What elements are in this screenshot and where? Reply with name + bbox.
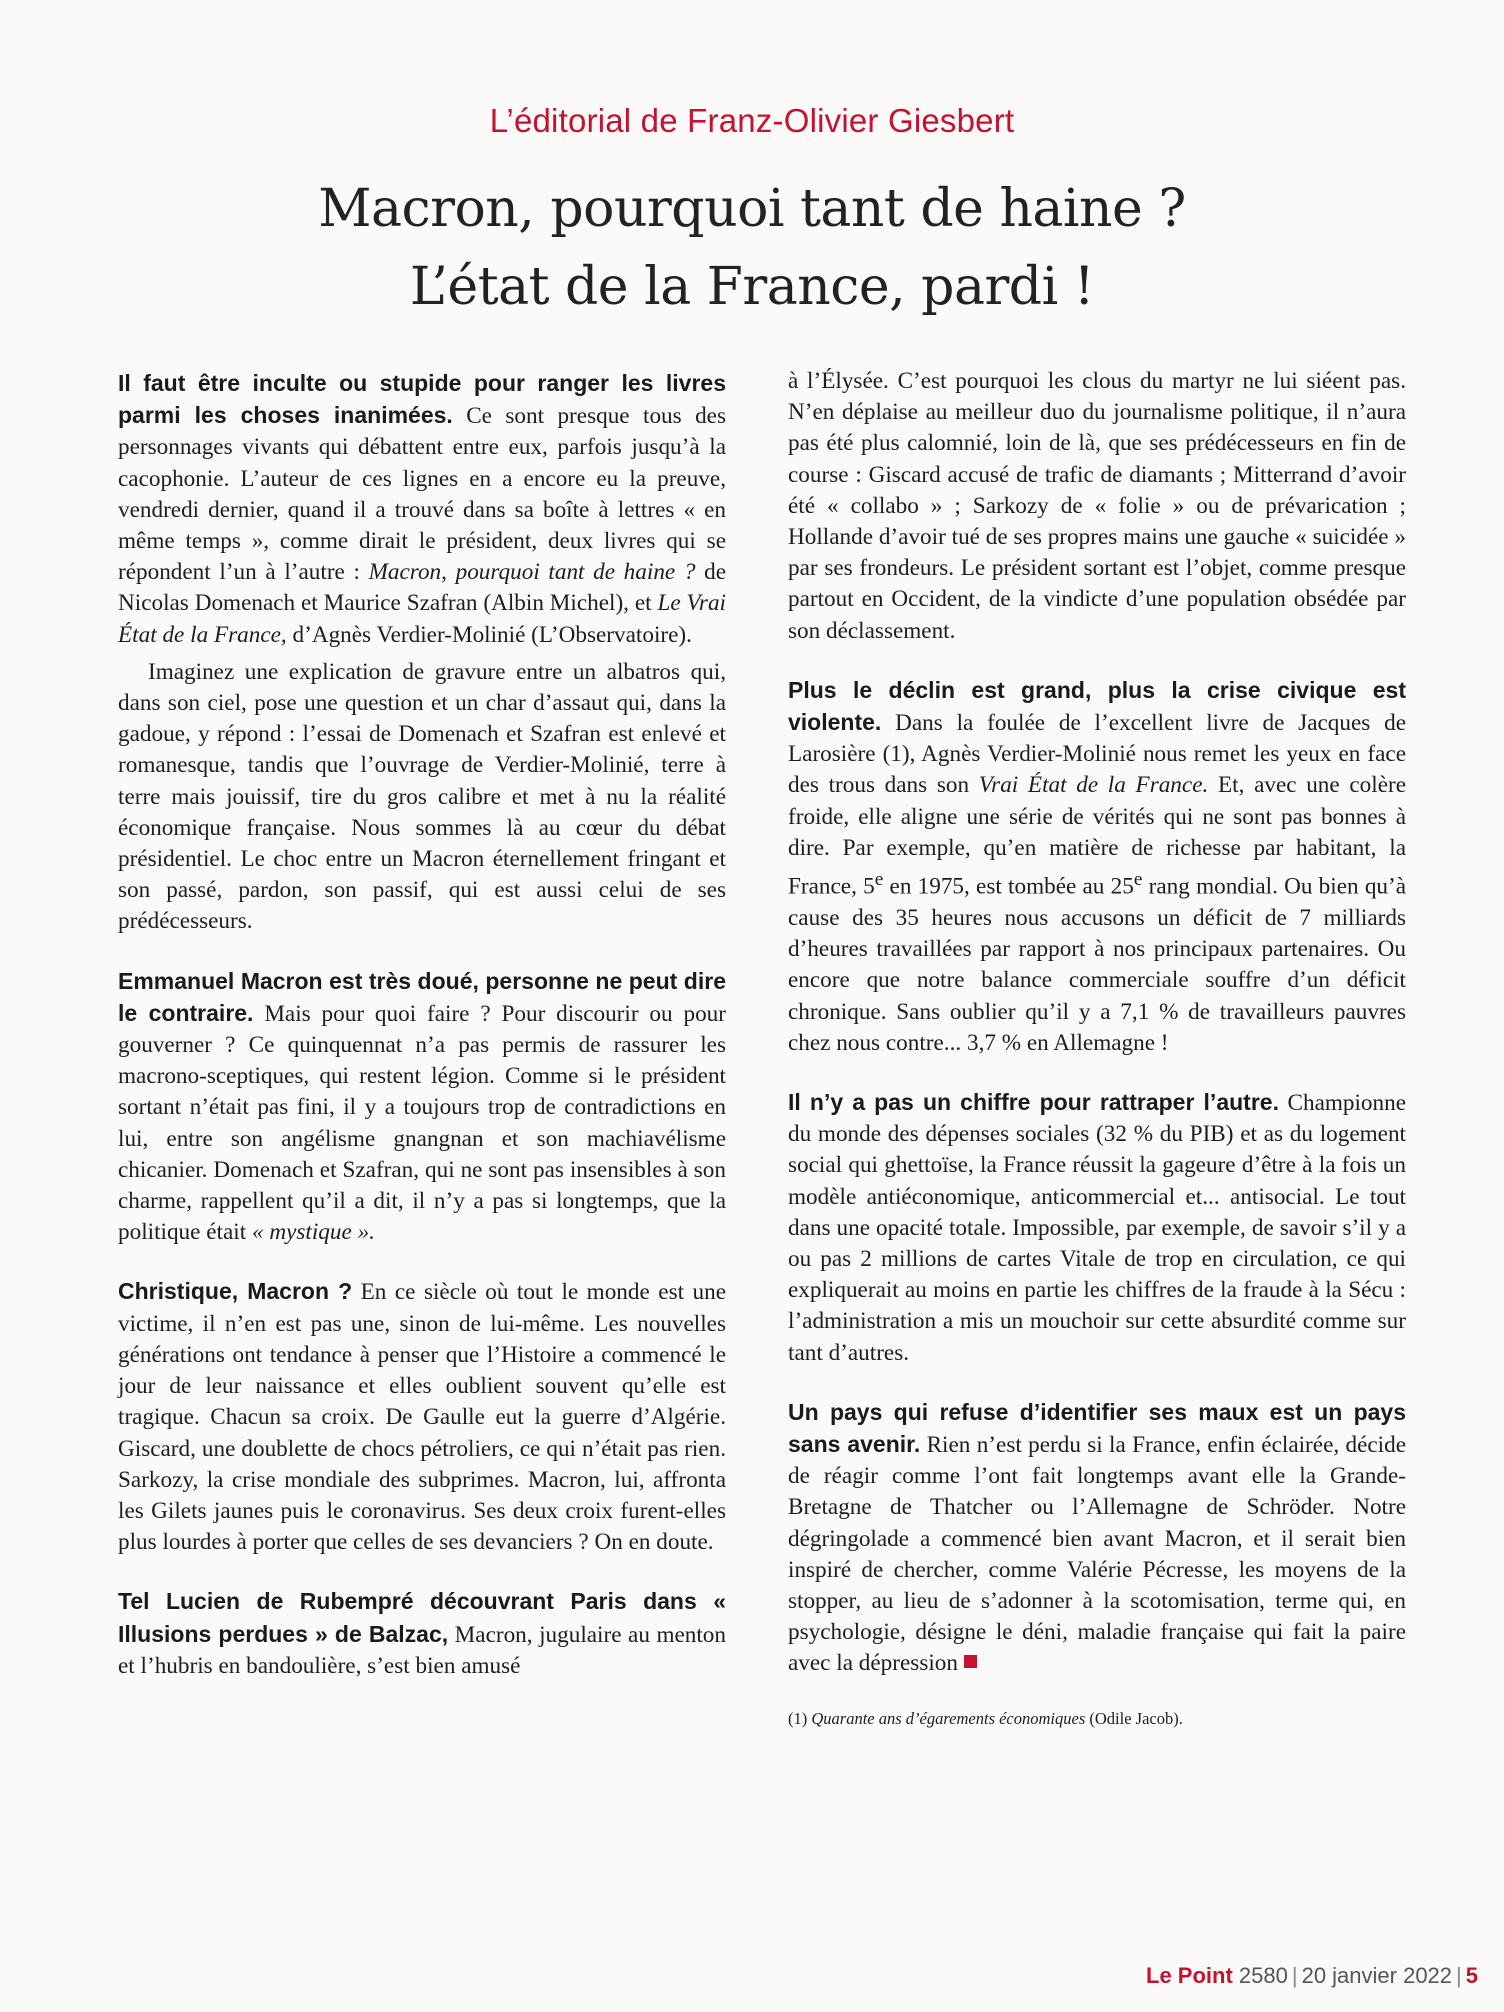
quote: « mystique ». (251, 1219, 375, 1246)
ordinal-sup: e (1133, 869, 1143, 891)
paragraph-lead: Christique, Macron ? (118, 1278, 353, 1305)
paragraph (118, 966, 726, 1249)
paragraph-text: En ce siècle où tout le monde est une victime, il n’en est pas une, sinon de lui-même. Les nouvelles générations ont tendance à penser que l’Histoire a commencé le jour de leur naissance et elles oublient souvent qu’elle est tragique. Chacun sa croix. De Gaulle eut la guerre d’Algérie. Giscard, une doublette de chocs pétroliers, ce qui n’était pas rien. Sarkozy, la crise mondiale des subprimes. Macron, lui, affronta les Gilets jaunes puis le coronavirus. Ses deux croix furent-elles plus lourdes à porter que celles de ses devanciers ? On en doute. (118, 1279, 727, 1556)
paragraph-text: de Nicolas Domenach et Maurice Szafran (Albin Michel), et (118, 559, 726, 617)
footnote-publisher: (Odile Jacob). (1085, 1708, 1183, 1728)
paragraph-text: Rien n’est perdu si la France, enfin éclairée, décide de réagir comme l’ont fait longtemps avant elle la Grande-Bretagne de Thatcher ou l’Allemagne de Schröder. Notre dégringolade a commencé bien avant Macron, et il serait bien inspiré de chercher, comme Valérie Pécresse, les moyens de la stopper, au lieu de s’adonner à la scotomisation, terme qui, en psychologie, désigne le déni, maladie française qui fait la paire avec la dépression (788, 1432, 1406, 1677)
paragraph (788, 1397, 1406, 1680)
paragraph-lead: Plus le déclin est grand, plus la crise civique est violente. (788, 676, 1406, 736)
editorial-kicker: L’éditorial de Franz-Olivier Giesbert (489, 102, 1015, 139)
paragraph-lead: Il faut être inculte ou stupide pour ranger les livres parmi les choses inanimées. (118, 370, 726, 429)
paragraph-text: Dans la foulée de l’excellent livre de Jacques de Larosière (1), Agnès Verdier-Molinié nous remet les yeux en face des trous dans son (788, 710, 1406, 799)
magazine-brand: Le Point (1146, 1963, 1233, 1988)
footnote-number: (1) (788, 1708, 812, 1728)
paragraph (788, 675, 1406, 1059)
paragraph-text: Mais pour quoi faire ? Pour discourir ou pour gouverner ? Ce quinquennat n’a pas permis de rassurer les macrono-sceptiques, qui restent légion. Comme si le président sortant n’était pas fini, il y a toujours trop de contradictions en lui, entre son angélisme gnangnan et son machiavélisme chicanier. Domenach et Szafran, qui ne sont pas insensibles à son charme, rappellent qu’il a dit, il n’y a pas si longtemps, que la politique était (118, 1000, 726, 1246)
book-title: Macron, pourquoi tant de haine ? (368, 559, 696, 586)
footer-separator: | (1291, 1963, 1298, 1988)
paragraph: Imaginez une explication de gravure entre un albatros qui, dans son ciel, pose une question et un char d’assaut qui, dans la gadoue, y répond : l’essai de Domenach et Szafran est enlevé et romanesque, tandis que l’ouvrage de Verdier-Molinié, terre à terre mais jouissif, tire du gros calibre et met à nu la réalité économique française. Nous sommes là au cœur du débat présidentiel. Le choc entre un Macron éternellement fringant et son passé, pardon, son passif, qui est aussi celui de ses prédécesseurs. (118, 658, 726, 935)
article-column-right (788, 366, 1406, 1758)
paragraph-text: Macron, jugulaire au menton et l’hubris en bandoulière, s’est bien amusé (118, 1621, 726, 1679)
paragraph-text: rang mondial. Ou bien qu’à cause des 35 heures nous accusons un déficit de 7 milliards d’heures travaillées par rapport à nos principaux partenaires. Ou encore que notre balance commerciale souffre d’un déficit chronique. Sans oublier qu’il y a 7,1 % de travailleurs pauvres chez nous contre... 3,7 % en Allemagne ! (788, 873, 1407, 1056)
paragraph-text: en 1975, est tombée au 25 (883, 873, 1134, 900)
paragraph (118, 1276, 726, 1558)
book-title: Le Vrai État de la France, (118, 590, 726, 648)
paragraph-lead: Un pays qui refuse d’identifier ses maux est un pays sans avenir. (788, 1398, 1406, 1458)
paragraph (118, 1586, 726, 1682)
page-number: 5 (1465, 1963, 1478, 1988)
paragraph: à l’Élysée. C’est pourquoi les clous du martyr ne lui siéent pas. N’en déplaise au meilleur duo du journalisme politique, il n’aura pas été plus calomnié, loin de là, que ses prédécesseurs en fin de course : Giscard accusé de trafic de diamants ; Mitterrand d’avoir été « collabo » ; Sarkozy de « folie » ou de prévarication ; Hollande d’avoir tué de ses propres mains une gauche « suicidée » par ses frondeurs. Le président sortant est l’objet, comme presque partout en Occident, de la vindicte d’une population obsédée par son déclassement. (788, 368, 1406, 644)
paragraph-lead: Tel Lucien de Rubempré découvrant Paris dans « Illusions perdues » de Balzac, (118, 1588, 726, 1647)
headline-line-2: L’état de la France, pardi ! (409, 257, 1095, 317)
issue-date: 20 janvier 2022 (1301, 1963, 1453, 1988)
footnote (788, 1708, 1406, 1730)
issue-number: 2580 (1238, 1963, 1288, 1988)
ordinal-sup: e (874, 869, 884, 891)
footnote-title: Quarante ans d’égarements économiques (811, 1708, 1086, 1728)
paragraph-text: Championne du monde des dépenses sociales (32 % du PIB) et as du logement social qui ghettoïse, la France réussit la gageure d’être à la fois un modèle antiéconomique, anticommercial et... antisocial. Le tout dans une opacité totale. Impossible, par exemple, de savoir s’il y a ou pas 2 millions de cartes Vitale de trop en circulation, ce qui expliquerait au moins en partie les chiffres de la fraude à la Sécu : l’administration a mis un mouchoir sur cette absurdité comme sur tant d’autres. (788, 1090, 1406, 1366)
paragraph (788, 1087, 1406, 1369)
paragraph-lead: Emmanuel Macron est très doué, personne ne peut dire le contraire. (118, 967, 726, 1026)
paragraph (118, 368, 726, 651)
paragraph-text: Et, avec une colère froide, elle aligne une série de vérités qui ne sont pas bonnes à dire. Par exemple, qu’en matière de richesse par habitant, la France, 5 (788, 772, 1407, 900)
page-footer (1146, 1963, 1478, 1989)
paragraph-lead: Il n’y a pas un chiffre pour rattraper l’autre. (788, 1089, 1279, 1115)
article-column-left (118, 368, 726, 1710)
footer-separator: | (1456, 1963, 1462, 1988)
headline-line-1: Macron, pourquoi tant de haine ? (318, 179, 1186, 239)
headline (0, 170, 1504, 326)
paragraph-text: d’Agnès Verdier-Molinié (L’Observatoire). (286, 621, 692, 648)
end-mark-icon (964, 1655, 977, 1668)
paragraph-text: Ce sont presque tous des personnages vivants qui débattent entre eux, parfois jusqu’à la cacophonie. L’auteur de ces lignes en a encore eu la preuve, vendredi dernier, quand il a trouvé dans sa boîte à lettres « en même temps », comme dirait le président, deux livres qui se répondent l’un à l’autre : (118, 403, 726, 586)
book-title: Vrai État de la France. (978, 772, 1209, 799)
